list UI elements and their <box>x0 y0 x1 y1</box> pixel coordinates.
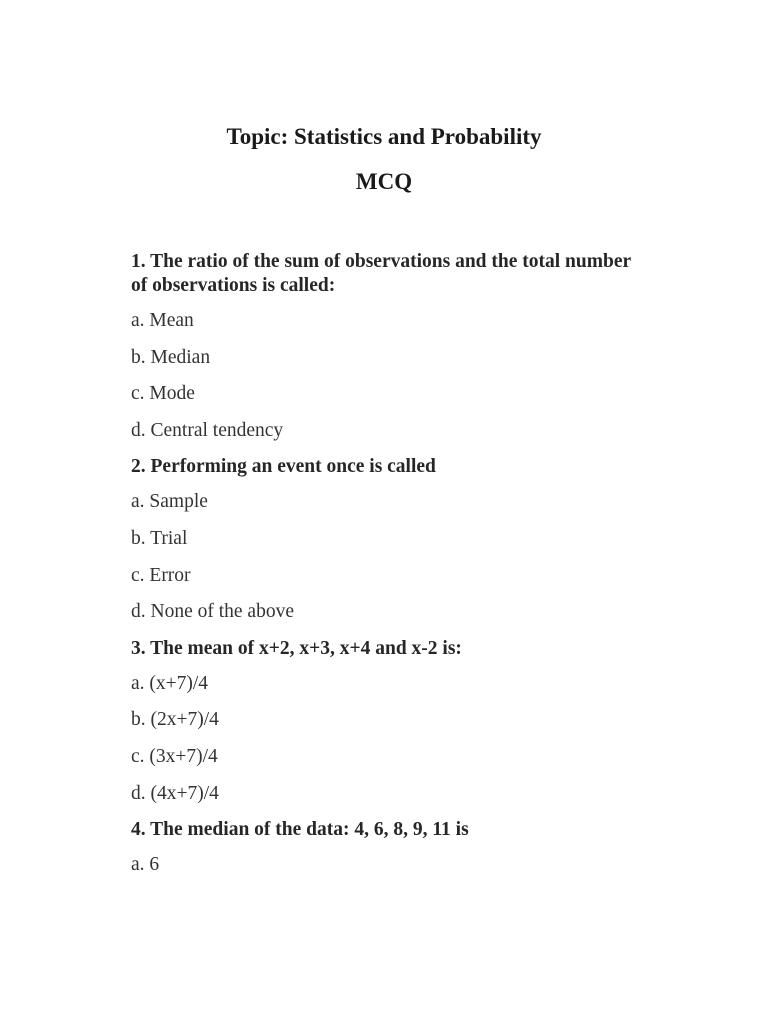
option-c: c. Mode <box>131 383 195 405</box>
question-1 <box>131 250 651 443</box>
question-text: 2. Performing an event once is called <box>131 456 436 478</box>
question-text: 4. The median of the data: 4, 6, 8, 9, 11 is <box>131 819 469 841</box>
question-2 <box>131 455 651 624</box>
option-b: b. Median <box>131 346 211 368</box>
option-a: a. 6 <box>131 854 160 876</box>
option-a: a. Mean <box>131 310 194 331</box>
question-text: 1. The ratio of the sum of observations and the total number of observations is called: <box>131 251 631 296</box>
question-list <box>131 250 651 890</box>
page-title: Topic: Statistics and Probability <box>226 124 542 149</box>
option-b: b. (2x+7)/4 <box>131 709 219 731</box>
option-d: d. (4x+7)/4 <box>131 782 219 804</box>
option-b: b. Trial <box>131 527 188 549</box>
option-d: d. Central tendency <box>131 419 284 441</box>
question-3 <box>131 637 651 806</box>
page-subtitle: MCQ <box>355 169 413 194</box>
question-4 <box>131 818 651 877</box>
question-text: 3. The mean of x+2, x+3, x+4 and x-2 is: <box>131 637 462 659</box>
option-a: a. (x+7)/4 <box>131 672 209 694</box>
option-a: a. Sample <box>131 491 208 513</box>
option-c: c. (3x+7)/4 <box>131 745 218 767</box>
option-d: d. None of the above <box>131 601 294 623</box>
option-c: c. Error <box>131 564 191 586</box>
